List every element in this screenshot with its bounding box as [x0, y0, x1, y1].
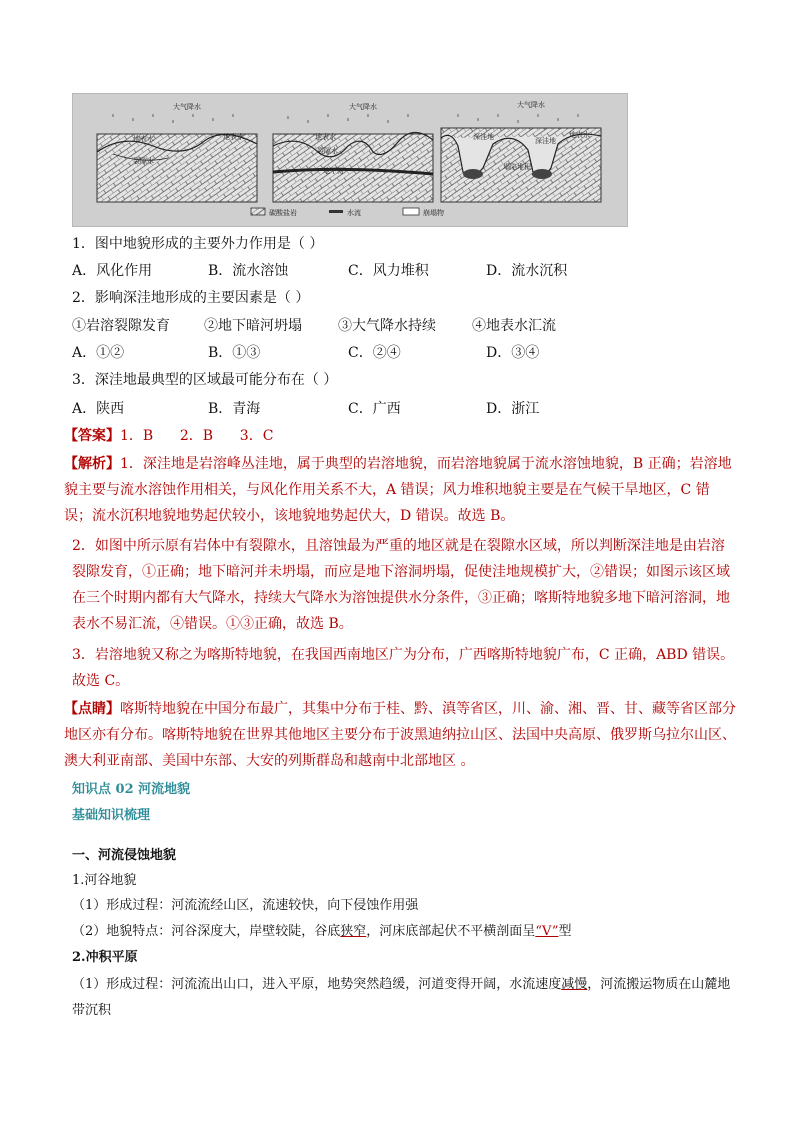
alluvial-formation: [72, 972, 737, 1024]
karst-diagram: [73, 94, 627, 226]
q1-option-a: A．风化作用: [72, 263, 153, 279]
deep-label-1: 深洼地: [473, 133, 494, 141]
analysis-tag: 【解析】: [64, 456, 120, 472]
valley-heading: 1.河谷地貌: [72, 873, 137, 888]
analysis-p1-text: 1．深洼地是岩溶峰丛洼地，属于典型的岩溶地貌，而岩溶地貌属于流水溶蚀地貌，B 正确；岩溶地貌主要与流水溶蚀作用相关，与风化作用关系不大，A 错误；风力堆积地貌主要是在气候干旱地区，C 错误；流水沉积地貌地势起伏较小，该地貌地势起伏大，D 错误。故选 B。: [64, 456, 732, 524]
question-1-stem: 1．图中地貌形成的主要外力作用是（ ）: [72, 236, 324, 252]
valley-features: [72, 922, 752, 942]
q2-option-a: A．①②: [72, 345, 125, 361]
q2-option-b: B．①③: [208, 345, 261, 361]
panel-2: [273, 132, 433, 202]
valley-features-v: “V”: [535, 924, 559, 939]
crack-label-2: 裂隙水: [317, 147, 338, 155]
legend-debris: 崩塌物: [423, 209, 444, 217]
alluvial-slow: 减慢: [561, 977, 588, 992]
q3-option-d: D．浙江: [486, 401, 540, 417]
alluvial-pre: （1）形成过程：河流流出山口，进入平原，地势突然趋缓，河道变得开阔，水流速度: [72, 977, 562, 992]
surface-label-3: 地表水: [315, 133, 336, 141]
valley-features-narrow: 狭窄: [340, 924, 367, 939]
q2-statement-4: ④地表水汇流: [472, 318, 556, 334]
valley-formation: （1）形成过程：河流流经山区，流速较快，向下侵蚀作用强: [72, 898, 419, 913]
surface-label-2: 地表水: [223, 133, 244, 141]
analysis-p2: 2．如图中所示原有岩体中有裂隙水，且溶蚀最为严重的地区就是在裂隙水区域，所以判断深洼地是由岩溶裂隙发育，①正确；地下暗河并未坍塌，而应是地下溶洞坍塌，促使洼地规模扩大，②错误；如图示该区域在三个时期内都有大气降水，持续大气降水为溶蚀提供水分条件，③正确；喀斯特地貌多地下暗河溶洞，地表水不易汇流，④错误。①③正确，故选 B。: [72, 538, 730, 632]
alluvial-heading: 2.冲积平原: [72, 950, 138, 965]
q2-statement-3: ③大气降水持续: [338, 318, 436, 334]
river-label: 地下河: [323, 167, 344, 175]
valley-features-end: 型: [558, 924, 572, 939]
legend-water: 水流: [347, 209, 361, 217]
surface-label-4: 地表水: [569, 131, 590, 139]
rain-label-3: 大气降水: [517, 101, 545, 109]
tips-tag: 【点睛】: [64, 701, 120, 717]
q2-statement-1: ①岩溶裂隙发育: [72, 318, 170, 334]
q1-option-c: C．风力堆积: [348, 263, 429, 279]
q1-option-d: D．流水沉积: [486, 263, 568, 279]
valley-features-mid: ，河床底部起伏不平横剖面呈: [366, 924, 536, 939]
alluvial-end: ，河流搬运物质在山麓地带沉积: [72, 977, 731, 1018]
question-2-stem: 2．影响深洼地形成的主要因素是（ ）: [72, 290, 310, 306]
valley-features-pre: （2）地貌特点：河谷深度大，岸壁较陡，谷底: [72, 924, 341, 939]
analysis-p3: 3．岩溶地貌又称之为喀斯特地貌，在我国西南地区广为分布，广西喀斯特地貌广布，C 正确，ABD 错误。故选 C。: [72, 647, 735, 689]
panel-1: [97, 134, 257, 202]
deep-label-2: 深洼地: [535, 137, 556, 145]
answer-line: [64, 426, 744, 446]
answer-tag: 【答案】: [64, 428, 120, 444]
q3-option-c: C．广西: [348, 401, 401, 417]
question-3-stem: 3．深洼地最典型的区域最可能分布在（ ）: [72, 372, 338, 388]
legend-rock: 碳酸盐岩: [269, 209, 297, 217]
tips-text: 喀斯特地貌在中国分布最广，其集中分布于桂、黔、滇等省区，川、渝、湘、晋、甘、藏等省区部分地区亦有分布。喀斯特地貌在世界其他地区主要分布于波黑迪纳拉山区、法国中央高原、俄罗斯乌拉尔山区、澳大利亚南部、美国中东部、大安的列斯群岛和越南中北部地区 。: [64, 701, 736, 769]
crack-label-1: 裂隙水: [133, 157, 154, 165]
q2-option-c: C．②④: [348, 345, 401, 361]
rain-label-1: 大气降水: [173, 103, 201, 111]
analysis-p1: [64, 451, 737, 529]
q2-statement-2: ②地下暗河坍塌: [204, 318, 302, 334]
tips-paragraph: [64, 696, 737, 774]
q2-option-d: D．③④: [486, 345, 540, 361]
collapse-label: 塌陷堆积: [503, 163, 531, 171]
rain-label-2: 大气降水: [349, 103, 377, 111]
rain-marks: [113, 114, 578, 123]
answer-text: 1．B 2．B 3．C: [120, 428, 274, 444]
q3-option-a: A．陕西: [72, 401, 125, 417]
basic-heading: 基础知识梳理: [72, 808, 151, 823]
erosion-heading: 一、河流侵蚀地貌: [72, 848, 177, 863]
karst-figure: [72, 93, 628, 227]
q1-option-b: B．流水溶蚀: [208, 263, 289, 279]
q3-option-b: B．青海: [208, 401, 261, 417]
surface-label-1: 地表水: [133, 135, 154, 143]
knowledge-heading: 知识点 02 河流地貌: [72, 782, 191, 797]
